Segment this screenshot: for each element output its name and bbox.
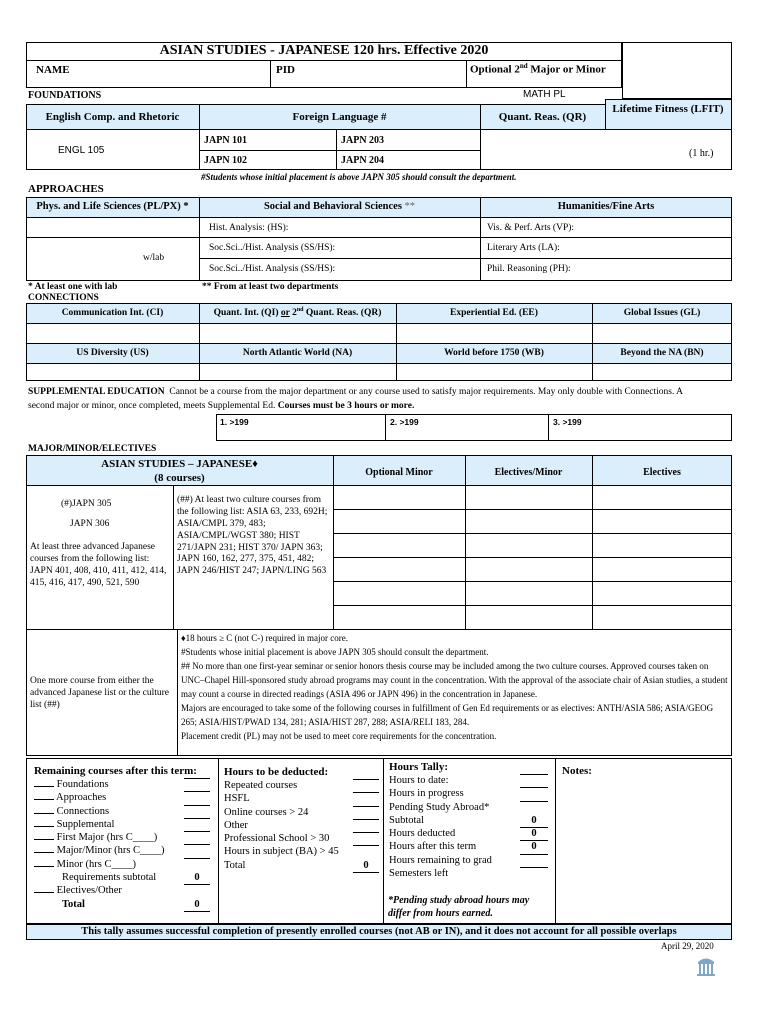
supplemental-text2: second major or minor, once completed, meets Supplemental Ed.: [28, 401, 278, 411]
vp-label: Vis. & Perf. Arts (VP):: [487, 223, 575, 233]
optional-minor-header: Optional Minor: [365, 467, 433, 478]
supplemental-heading: SUPPLEMENTAL EDUCATION: [28, 387, 165, 397]
math-pl-label: MATH PL: [523, 89, 566, 100]
hours-label-2: Pending Study Abroad*: [389, 801, 490, 813]
req-subtotal-label: Requirements subtotal: [62, 872, 157, 884]
approaches-heading: APPROACHES: [28, 183, 104, 195]
optional-label-b: Major or Minor: [527, 63, 606, 76]
supplemental-table: [216, 414, 732, 441]
notes-area[interactable]: [556, 780, 731, 923]
appr-h3: [26, 237, 199, 238]
electives-header: Electives: [643, 467, 681, 478]
page-title: ASIAN STUDIES - JAPANESE 120 hrs. Effective 2020: [159, 43, 489, 58]
hours-tally-list: [389, 774, 553, 880]
hours-value-2: [520, 801, 548, 802]
ci-header: Communication Int. (CI): [61, 308, 164, 318]
major-note-5: Placement credit (PL) may not be used to meet core requirements for the concentration.: [181, 731, 497, 741]
optional-sup: nd: [519, 62, 528, 70]
deduct-label-3: Other: [224, 819, 248, 831]
sb-header: [199, 201, 480, 212]
hours-value-4: 0: [520, 827, 548, 841]
engl-105[interactable]: ENGL 105: [58, 145, 105, 156]
hours-in-progress[interactable]: [389, 787, 553, 800]
major-v3: [465, 455, 466, 629]
deduct-total: [224, 859, 382, 872]
deduct-label-5: Hours in subject (BA) > 45: [224, 846, 339, 858]
hours-label-5: Hours after this term: [389, 841, 477, 853]
remaining-total: [34, 898, 216, 911]
supplemental-text1: Cannot be a course from the major department or any course used to satisfy major requirements. May only double with Connections. A: [169, 387, 684, 397]
major-note-4: Majors are encouraged to take some of the following courses in fulfillment of Gen Ed requirements or as electives: ANTH/ASIA 586; ASIA/GEOG 265; ASIA/HIST/PWAD 134, 281; ASIA/HIST 287, 288; ASIA/RELI 183, 284.: [181, 703, 714, 727]
hours-label-3: Subtotal: [389, 814, 425, 826]
japn-203[interactable]: JAPN 203: [341, 135, 385, 146]
deduct-online[interactable]: [224, 806, 382, 819]
connections-heading: CONNECTIONS: [28, 293, 99, 303]
sb-header-text: Social and Behavioral Sciences: [263, 201, 405, 212]
major-row-3: [333, 557, 732, 558]
deduct-repeated[interactable]: [224, 779, 382, 792]
japn-204[interactable]: JAPN 204: [341, 155, 385, 166]
sb-stars: **: [404, 201, 416, 212]
remaining-first-major[interactable]: [34, 831, 216, 844]
hours-label-4: Hours deducted: [389, 828, 456, 840]
university-logo-icon: [696, 954, 716, 976]
major-v4: [592, 455, 593, 629]
remaining-supplemental[interactable]: [34, 818, 216, 831]
major-title-2: (8 courses): [154, 472, 205, 484]
total-value: 0: [184, 898, 210, 912]
supplemental-bold: Courses must be 3 hours or more.: [277, 401, 415, 411]
pl-header: Phys. and Life Sciences (PL/PX) *: [36, 201, 189, 212]
notes-label: Notes:: [562, 765, 592, 777]
ss2-label: Soc.Sci../Hist. Analysis (SS/HS):: [209, 264, 336, 274]
supp-item-2[interactable]: 2. >199: [390, 417, 419, 427]
ee-header: Experiential Ed. (EE): [450, 308, 538, 318]
remaining-approaches[interactable]: [34, 791, 216, 804]
remaining-list: [34, 778, 216, 911]
remaining-label-0: Foundations: [56, 779, 109, 790]
wlab-label: w/lab: [143, 253, 165, 263]
disclaimer-text: This tally assumes successful completion of presently enrolled courses (not AB or IN), and it does not account for all possible overlaps: [81, 926, 677, 937]
remaining-label-3: Supplemental: [56, 818, 115, 830]
remaining-label-4: First Major (hrs C____): [56, 832, 158, 844]
japn-306[interactable]: JAPN 306: [70, 519, 110, 529]
appr-h2: [199, 258, 732, 259]
header-divider-v2: [466, 60, 467, 88]
japn-305[interactable]: (#)JAPN 305: [61, 499, 112, 509]
lab-note: * At least one with lab: [28, 282, 118, 292]
pid-label: PID: [276, 64, 295, 76]
one-more-course: One more course from either the advanced Japanese list or the culture list (##): [30, 676, 170, 710]
qi-header: [199, 307, 396, 318]
qi-a: Quant. Int. (QI): [213, 308, 281, 319]
supplemental-text-2: [28, 401, 414, 411]
hours-value-1: [520, 787, 548, 788]
hours-remaining[interactable]: [389, 854, 553, 867]
lfit-header: Lifetime Fitness (LFIT): [612, 103, 724, 115]
gl-header: Global Issues (GL): [623, 308, 701, 318]
deduct-total-value: 0: [353, 859, 379, 873]
major-title-1: ASIAN STUDIES – JAPANESE♦: [101, 458, 258, 470]
remaining-foundations[interactable]: [34, 778, 216, 791]
deduct-hsfl[interactable]: [224, 792, 382, 805]
departments-note: ** From at least two departments: [202, 282, 339, 292]
deduct-label-4: Professional School > 30: [224, 833, 330, 845]
remaining-title: Remaining courses after this term:: [34, 765, 197, 777]
supp-v1: [385, 414, 386, 441]
bn-header: Beyond the NA (BN): [620, 348, 704, 358]
qi-c: Quant. Reas. (QR): [303, 308, 382, 319]
optional-major-minor-label: [470, 62, 606, 76]
major-v2: [333, 455, 334, 629]
hours-after-term: [389, 840, 553, 853]
culture-courses-list: (##) At least two culture courses from the following list: ASIA 63, 233, 692H; ASIA/CMPL 379, 483; ASIA/CMPL/WGST 380; HIST 271/JAPN 231; HIST 370/ JAPN 363; JAPN 160, 162, 277, 375, 451, 482; JAPN 246/HIST 247; JAPN/LING 563: [177, 495, 328, 577]
header-divider-v1: [270, 60, 271, 88]
major-note-3: ## No more than one first-year seminar or senior honors thesis course may be included among the two culture courses. Approved courses taken on UNC–Chapel Hill-sponsored study abroad programs may count in the concentration. With the approval of the associate chair of Asian studies, a student may count a course in directed readings (ASIA 496 or JAPN 496) in the concentration in Japanese.: [181, 661, 728, 699]
hours-value-7: [520, 867, 548, 868]
hours-value-0: [520, 774, 548, 775]
tally-v1: [218, 758, 219, 924]
major-heading: MAJOR/MINOR/ELECTIVES: [28, 444, 157, 454]
hours-value-3: 0: [520, 814, 548, 828]
hours-deducted: [389, 827, 553, 840]
ph-label: Phil. Reasoning (PH):: [487, 264, 571, 274]
deduct-label-6: Total: [224, 859, 246, 871]
ss1-label: Soc.Sci../Hist. Analysis (SS/HS):: [209, 243, 336, 253]
foundations-heading: FOUNDATIONS: [28, 90, 102, 101]
remaining-minor[interactable]: [34, 858, 216, 871]
found-h1: [199, 150, 480, 151]
id-photo-box[interactable]: [622, 42, 732, 99]
qi-b: 2: [289, 308, 297, 319]
major-h-core: [26, 629, 732, 630]
lfit-hours: (1 hr.): [689, 148, 714, 159]
foreign-language-header: Foreign Language #: [292, 111, 387, 123]
electives-other-label: Electives/Other: [56, 885, 122, 897]
major-row-4: [333, 581, 732, 582]
major-v1: [173, 486, 174, 629]
major-row-1: [333, 509, 732, 510]
major-note-2: #Students whose initial placement is above JAPN 305 should consult the department.: [181, 647, 489, 657]
quant-reas-header: Quant. Reas. (QR): [498, 111, 587, 123]
total-label: Total: [62, 898, 85, 910]
major-notes: [181, 631, 729, 743]
hs-label: Hist. Analysis: (HS):: [209, 223, 289, 233]
hours-value-6: [520, 854, 548, 855]
semesters-left[interactable]: [389, 867, 553, 880]
deduct-list: [224, 779, 382, 872]
old-well-icon: [696, 954, 716, 976]
hours-pending-abroad[interactable]: [389, 801, 553, 814]
major-row-2: [333, 533, 732, 534]
remaining-connections[interactable]: [34, 805, 216, 818]
hours-tally-title: Hours Tally:: [389, 761, 448, 773]
deduct-professional[interactable]: [224, 832, 382, 845]
remaining-label-6: Minor (hrs C____): [56, 858, 136, 870]
wb-header: World before 1750 (WB): [444, 348, 544, 358]
major-v5: [177, 629, 178, 756]
remaining-label-5: Major/Minor (hrs C____): [56, 845, 165, 857]
name-label: NAME: [36, 64, 70, 76]
footer-date: April 29, 2020: [661, 941, 714, 951]
japn-101[interactable]: JAPN 101: [204, 135, 248, 146]
req-subtotal-value: 0: [184, 871, 210, 885]
electives-other[interactable]: [34, 884, 216, 897]
electives-minor-header: Electives/Minor: [494, 467, 563, 478]
requirements-subtotal: [34, 871, 216, 884]
deduct-label-2: Online courses > 24: [224, 806, 309, 818]
us-header: US Diversity (US): [76, 348, 149, 358]
hours-value-5: 0: [520, 840, 548, 854]
japn-102[interactable]: JAPN 102: [204, 155, 248, 166]
supp-item-3[interactable]: 3. >199: [553, 417, 582, 427]
remaining-label-1: Approaches: [56, 792, 107, 804]
pending-note: *Pending study abroad hours may differ from hours earned.: [388, 895, 530, 919]
supp-v2: [548, 414, 549, 441]
hours-label-1: Hours in progress: [389, 788, 464, 800]
foundations-note: #Students whose initial placement is above JAPN 305 should consult the department.: [201, 172, 517, 182]
qi-sup: nd: [296, 307, 304, 313]
appr-h1: [199, 237, 732, 238]
major-row-5: [333, 605, 732, 606]
optional-label-a: Optional 2: [470, 63, 520, 76]
la-label: Literary Arts (LA):: [487, 243, 560, 253]
deduct-title: Hours to be deducted:: [224, 766, 329, 778]
humanities-header: Humanities/Fine Arts: [557, 201, 655, 212]
deduct-label-1: HSFL: [224, 793, 250, 805]
hours-label-0: Hours to date:: [389, 775, 449, 786]
supp-item-1[interactable]: 1. >199: [220, 417, 249, 427]
deduct-other[interactable]: [224, 819, 382, 832]
english-header: English Comp. and Rhetoric: [45, 111, 180, 123]
na-header: North Atlantic World (NA): [242, 348, 353, 358]
hours-subtotal: [389, 814, 553, 827]
deduct-subject[interactable]: [224, 845, 382, 858]
deduct-label-0: Repeated courses: [224, 780, 298, 791]
major-note-1: ♦18 hours ≥ C (not C-) required in major core.: [181, 633, 348, 643]
supplemental-text-1: [28, 387, 683, 397]
hours-to-date[interactable]: [389, 774, 553, 787]
advanced-japanese-list: At least three advanced Japanese courses from the following list: JAPN 401, 408, 410, 411, 412, 414, 415, 416, 417, 490, 521, 590: [30, 542, 167, 588]
qi-or: or: [280, 308, 290, 319]
hours-label-6: Hours remaining to grad: [389, 854, 492, 866]
hours-label-7: Semesters left: [389, 868, 449, 880]
remaining-major-minor[interactable]: [34, 844, 216, 857]
remaining-label-2: Connections: [56, 805, 110, 817]
header-divider: [26, 60, 622, 61]
tally-v2: [383, 758, 384, 924]
